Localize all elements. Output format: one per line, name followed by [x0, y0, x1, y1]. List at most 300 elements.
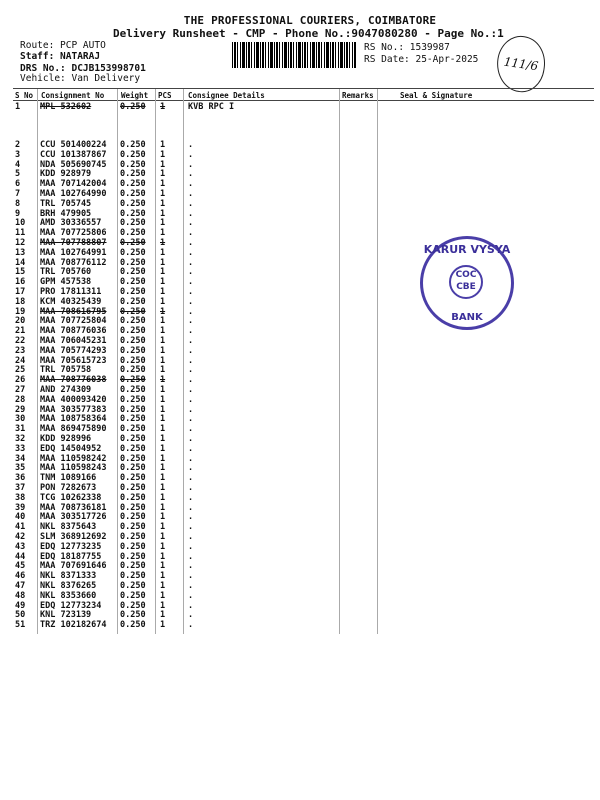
cell-sno: 4 [15, 159, 21, 170]
cell-det: . [188, 463, 194, 474]
cell-sno: 51 [15, 620, 26, 631]
table-row [0, 601, 600, 611]
cell-pcs: 1 [160, 169, 166, 180]
table-row [0, 454, 600, 464]
cell-wt: 0.250 [120, 385, 146, 395]
cell-sno: 42 [15, 532, 26, 542]
cell-pcs: 1 [160, 247, 166, 258]
stamp-bottom-text: BANK [451, 312, 483, 323]
cell-wt: 0.250 [120, 345, 146, 356]
table-row [0, 473, 600, 483]
cell-pcs: 1 [160, 483, 166, 493]
cell-wt: 0.250 [120, 581, 146, 591]
cell-sno: 43 [15, 541, 26, 552]
cell-det: . [188, 394, 194, 405]
table-row [0, 483, 600, 493]
cell-sno: 29 [15, 404, 26, 415]
cell-con: MAA 110598243 [40, 463, 107, 474]
cell-pcs: 1 [160, 404, 166, 415]
cell-sno: 49 [15, 600, 26, 611]
cell-sno: 19 [15, 306, 26, 317]
cell-con: MAA 102764990 [40, 189, 107, 199]
table-row [0, 610, 600, 620]
table-row [0, 395, 600, 405]
cell-pcs: 1 [160, 581, 166, 591]
cell-pcs: 1 [160, 355, 166, 366]
cell-sno: 20 [15, 316, 26, 327]
cell-con: MAA 708776038 [40, 375, 107, 386]
cell-sno: 30 [15, 414, 26, 425]
cell-con: KCM 40325439 [40, 296, 102, 307]
cell-pcs: 1 [160, 159, 166, 170]
cell-sno: 38 [15, 492, 26, 503]
table-row [0, 493, 600, 503]
cell-sno: 46 [15, 571, 26, 582]
col-header-sno: S No [15, 91, 34, 100]
table-row [0, 218, 600, 228]
cell-sno: 5 [15, 169, 21, 180]
cell-pcs: 1 [160, 375, 166, 386]
table-row [0, 228, 600, 238]
cell-con: MAA 102764991 [40, 247, 107, 258]
cell-det: . [188, 590, 194, 601]
table-row [0, 326, 600, 336]
cell-wt: 0.250 [120, 277, 146, 288]
company-title: THE PROFESSIONAL COURIERS, COIMBATORE [183, 14, 437, 27]
table-row [0, 385, 600, 395]
cell-det: . [188, 532, 194, 542]
cell-con: NKL 8376265 [40, 581, 97, 591]
bank-stamp [420, 236, 514, 330]
cell-pcs: 1 [160, 502, 166, 513]
cell-con: MAA 707691646 [40, 561, 107, 572]
runsheet-subtitle: Delivery Runsheet - CMP - Phone No.:9047080280 - Page No.:1 [113, 27, 504, 40]
cell-wt: 0.250 [120, 365, 146, 376]
cell-det: . [188, 561, 194, 572]
cell-con: KNL 723139 [40, 610, 92, 621]
table-row [0, 522, 600, 532]
cell-sno: 40 [15, 512, 26, 523]
header-bottom-border [13, 100, 594, 101]
cell-sno: 32 [15, 434, 26, 444]
table-row [0, 552, 600, 562]
cell-wt: 0.250 [120, 247, 146, 258]
cell-con: MAA 705774293 [40, 345, 107, 356]
cell-wt: 0.250 [120, 296, 146, 307]
cell-det: . [188, 179, 194, 190]
cell-wt: 0.250 [120, 306, 146, 317]
cell-det: . [188, 257, 194, 268]
cell-con: AND 274309 [40, 385, 92, 395]
cell-pcs: 1 [160, 394, 166, 405]
cell-sno: 8 [15, 198, 21, 209]
cell-wt: 0.250 [120, 571, 146, 582]
table-row [0, 581, 600, 591]
cell-det: . [188, 296, 194, 307]
cell-con: MAA 110598242 [40, 453, 107, 464]
cell-pcs: 1 [160, 532, 166, 542]
cell-pcs: 1 [160, 189, 166, 199]
col-header-weight: Weight [121, 91, 149, 100]
cell-wt: 0.250 [120, 228, 146, 239]
cell-sno: 2 [15, 140, 21, 150]
cell-con: EDQ 18187755 [40, 551, 102, 562]
cell-det: . [188, 345, 194, 356]
cell-con: GPM 457538 [40, 277, 92, 288]
cell-sno: 24 [15, 355, 26, 366]
cell-pcs: 1 [160, 326, 166, 337]
cell-det: . [188, 149, 194, 160]
cell-pcs: 1 [160, 257, 166, 268]
cell-wt: 0.250 [120, 169, 146, 180]
cell-pcs: 1 [160, 434, 166, 444]
cell-det: . [188, 522, 194, 533]
cell-wt: 0.250 [120, 473, 146, 484]
cell-pcs: 1 [160, 228, 166, 239]
cell-con: KDD 928979 [40, 169, 92, 180]
cell-det: . [188, 424, 194, 435]
cell-pcs: 1 [160, 541, 166, 552]
cell-wt: 0.250 [120, 414, 146, 425]
cell-wt: 0.250 [120, 610, 146, 621]
cell-con: PON 7282673 [40, 483, 97, 493]
cell-det: . [188, 326, 194, 337]
cell-pcs: 1 [160, 345, 166, 356]
cell-wt: 0.250 [120, 326, 146, 337]
cell-sno: 48 [15, 590, 26, 601]
cell-wt: 0.250 [120, 336, 146, 346]
cell-con: KDD 928996 [40, 434, 92, 444]
cell-sno: 18 [15, 296, 26, 307]
cell-wt: 0.250 [120, 620, 146, 631]
cell-wt: 0.250 [120, 189, 146, 199]
cell-wt: 0.250 [120, 316, 146, 327]
cell-wt: 0.250 [120, 463, 146, 474]
cell-con: BRH 479905 [40, 208, 92, 219]
cell-sno: 12 [15, 238, 26, 248]
table-top-border [13, 88, 594, 89]
cell-det: KVB RPC I [188, 102, 235, 112]
cell-con: TCG 10262338 [40, 492, 102, 503]
cell-con: PRO 17811311 [40, 287, 102, 297]
cell-con: TRL 705758 [40, 365, 92, 376]
cell-pcs: 1 [160, 473, 166, 484]
cell-det: . [188, 316, 194, 327]
table-row [0, 375, 600, 385]
table-row [0, 532, 600, 542]
cell-det: . [188, 571, 194, 582]
cell-con: NKL 8371333 [40, 571, 97, 582]
cell-sno: 28 [15, 394, 26, 405]
cell-wt: 0.250 [120, 443, 146, 454]
cell-sno: 45 [15, 561, 26, 572]
rs-number: RS No.: 1539987 [364, 42, 450, 53]
cell-wt: 0.250 [120, 532, 146, 542]
cell-sno: 26 [15, 375, 26, 386]
cell-wt: 0.250 [120, 149, 146, 160]
cell-det: . [188, 610, 194, 621]
drs-number: DRS No.: DCJB153998701 [20, 63, 146, 74]
table-row [0, 434, 600, 444]
staff-label: Staff: NATARAJ [20, 51, 101, 62]
cell-det: . [188, 365, 194, 376]
cell-wt: 0.250 [120, 159, 146, 170]
cell-wt: 0.250 [120, 218, 146, 229]
cell-con: MAA 706045231 [40, 336, 107, 346]
cell-det: . [188, 218, 194, 229]
table-row [0, 542, 600, 552]
col-header-seal: Seal & Signature [400, 91, 473, 100]
cell-det: . [188, 277, 194, 288]
cell-sno: 25 [15, 365, 26, 376]
cell-det: . [188, 502, 194, 513]
cell-pcs: 1 [160, 610, 166, 621]
col-header-consignee: Consignee Details [188, 91, 265, 100]
cell-wt: 0.250 [120, 140, 146, 150]
cell-det: . [188, 492, 194, 503]
table-row [0, 591, 600, 601]
cell-con: MAA 707142004 [40, 179, 107, 190]
cell-pcs: 1 [160, 414, 166, 425]
cell-det: . [188, 434, 194, 444]
table-row [0, 405, 600, 415]
cell-det: . [188, 189, 194, 199]
cell-det: . [188, 385, 194, 395]
cell-sno: 37 [15, 483, 26, 493]
cell-sno: 9 [15, 208, 21, 219]
table-row [0, 620, 600, 630]
cell-sno: 27 [15, 385, 26, 395]
cell-sno: 33 [15, 443, 26, 454]
cell-con: CCU 101387867 [40, 149, 107, 160]
cell-wt: 0.250 [120, 502, 146, 513]
table-row [0, 160, 600, 170]
cell-wt: 0.250 [120, 198, 146, 209]
cell-con: MAA 400093420 [40, 394, 107, 405]
cell-sno: 17 [15, 287, 26, 297]
table-row [0, 336, 600, 346]
stamp-top-text: KARUR VYSYA [423, 243, 511, 256]
cell-sno: 35 [15, 463, 26, 474]
cell-det: . [188, 581, 194, 591]
cell-con: MAA 705615723 [40, 355, 107, 366]
cell-wt: 0.250 [120, 561, 146, 572]
cell-det: . [188, 443, 194, 454]
cell-pcs: 1 [160, 179, 166, 190]
cell-det: . [188, 169, 194, 180]
col-header-consignment: Consignment No [41, 91, 105, 100]
cell-sno: 11 [15, 228, 26, 239]
table-row [0, 571, 600, 581]
cell-wt: 0.250 [120, 102, 146, 112]
table-row [0, 199, 600, 209]
cell-con: NDA 505690745 [40, 159, 107, 170]
cell-wt: 0.250 [120, 287, 146, 297]
cell-det: . [188, 159, 194, 170]
table-row [0, 189, 600, 199]
cell-det: . [188, 336, 194, 346]
cell-sno: 23 [15, 345, 26, 356]
cell-sno: 36 [15, 473, 26, 484]
cell-wt: 0.250 [120, 453, 146, 464]
cell-wt: 0.250 [120, 355, 146, 366]
stamp-line1: COC [455, 270, 477, 280]
cell-det: . [188, 483, 194, 493]
table-row [0, 140, 600, 150]
cell-wt: 0.250 [120, 551, 146, 562]
table-row [0, 561, 600, 571]
handwritten-mark: 111/6 [493, 33, 548, 95]
cell-wt: 0.250 [120, 257, 146, 268]
cell-sno: 47 [15, 581, 26, 591]
cell-det: . [188, 620, 194, 631]
table-row [0, 424, 600, 434]
cell-sno: 14 [15, 257, 26, 268]
cell-pcs: 1 [160, 492, 166, 503]
cell-det: . [188, 512, 194, 523]
cell-con: NKL 8375643 [40, 522, 97, 533]
cell-con: TRL 705760 [40, 267, 92, 278]
cell-con: TNM 1089166 [40, 473, 97, 484]
cell-det: . [188, 208, 194, 219]
cell-con: EDQ 12773235 [40, 541, 102, 552]
cell-wt: 0.250 [120, 267, 146, 278]
table-row [0, 346, 600, 356]
cell-sno: 16 [15, 277, 26, 288]
cell-pcs: 1 [160, 522, 166, 533]
cell-pcs: 1 [160, 561, 166, 572]
cell-con: TRL 705745 [40, 198, 92, 209]
table-row [0, 209, 600, 219]
cell-sno: 13 [15, 247, 26, 258]
cell-con: TRZ 102182674 [40, 620, 107, 631]
cell-con: MAA 708776112 [40, 257, 107, 268]
cell-sno: 6 [15, 179, 21, 190]
cell-det: . [188, 287, 194, 297]
table-row [0, 444, 600, 454]
cell-pcs: 1 [160, 102, 166, 112]
cell-pcs: 1 [160, 365, 166, 376]
cell-wt: 0.250 [120, 600, 146, 611]
cell-con: MAA 707725804 [40, 316, 107, 327]
cell-det: . [188, 238, 194, 248]
cell-det: . [188, 404, 194, 415]
cell-pcs: 1 [160, 551, 166, 562]
cell-wt: 0.250 [120, 375, 146, 386]
cell-pcs: 1 [160, 218, 166, 229]
table-row [0, 102, 600, 112]
cell-pcs: 1 [160, 443, 166, 454]
cell-con: MAA 869475890 [40, 424, 107, 435]
cell-pcs: 1 [160, 238, 166, 248]
col-header-pcs: PCS [158, 91, 172, 100]
cell-sno: 50 [15, 610, 26, 621]
cell-wt: 0.250 [120, 238, 146, 248]
cell-sno: 39 [15, 502, 26, 513]
cell-con: MAA 707725806 [40, 228, 107, 239]
cell-det: . [188, 473, 194, 484]
cell-con: MPL 532602 [40, 102, 92, 112]
table-row [0, 150, 600, 160]
cell-pcs: 1 [160, 336, 166, 346]
cell-pcs: 1 [160, 277, 166, 288]
cell-con: MAA 708736181 [40, 502, 107, 513]
cell-con: EDQ 12773234 [40, 600, 102, 611]
cell-wt: 0.250 [120, 208, 146, 219]
cell-det: . [188, 600, 194, 611]
cell-sno: 41 [15, 522, 26, 533]
cell-pcs: 1 [160, 316, 166, 327]
cell-pcs: 1 [160, 208, 166, 219]
cell-con: MAA 108758364 [40, 414, 107, 425]
cell-pcs: 1 [160, 453, 166, 464]
cell-sno: 1 [15, 102, 21, 112]
cell-wt: 0.250 [120, 590, 146, 601]
cell-sno: 7 [15, 189, 21, 199]
cell-pcs: 1 [160, 463, 166, 474]
cell-con: EDQ 14504952 [40, 443, 102, 454]
cell-sno: 22 [15, 336, 26, 346]
cell-wt: 0.250 [120, 404, 146, 415]
cell-wt: 0.250 [120, 424, 146, 435]
cell-wt: 0.250 [120, 483, 146, 493]
cell-det: . [188, 247, 194, 258]
cell-con: MAA 303517726 [40, 512, 107, 523]
cell-det: . [188, 375, 194, 386]
cell-det: . [188, 306, 194, 317]
cell-det: . [188, 355, 194, 366]
vehicle-label: Vehicle: Van Delivery [20, 73, 141, 84]
cell-con: MAA 303577383 [40, 404, 107, 415]
cell-det: . [188, 551, 194, 562]
cell-det: . [188, 198, 194, 209]
table-row [0, 169, 600, 179]
table-row [0, 512, 600, 522]
cell-sno: 10 [15, 218, 26, 229]
cell-pcs: 1 [160, 512, 166, 523]
cell-con: MAA 707788807 [40, 238, 107, 248]
cell-sno: 44 [15, 551, 26, 562]
cell-con: CCU 501400224 [40, 140, 107, 150]
cell-sno: 3 [15, 149, 21, 160]
cell-sno: 21 [15, 326, 26, 337]
cell-det: . [188, 267, 194, 278]
cell-pcs: 1 [160, 198, 166, 209]
table-row [0, 356, 600, 366]
cell-pcs: 1 [160, 287, 166, 297]
cell-con: MAA 708616795 [40, 306, 107, 317]
cell-pcs: 1 [160, 385, 166, 395]
route-label: Route: PCP AUTO [20, 40, 106, 51]
cell-wt: 0.250 [120, 394, 146, 405]
cell-sno: 34 [15, 453, 26, 464]
cell-det: . [188, 228, 194, 239]
table-row [0, 365, 600, 375]
cell-wt: 0.250 [120, 492, 146, 503]
cell-pcs: 1 [160, 571, 166, 582]
rs-date: RS Date: 25-Apr-2025 [364, 54, 479, 65]
cell-det: . [188, 140, 194, 150]
table-row [0, 179, 600, 189]
cell-wt: 0.250 [120, 522, 146, 533]
cell-pcs: 1 [160, 424, 166, 435]
cell-con: NKL 8353660 [40, 590, 97, 601]
cell-pcs: 1 [160, 590, 166, 601]
cell-pcs: 1 [160, 149, 166, 160]
table-row [0, 414, 600, 424]
cell-det: . [188, 414, 194, 425]
cell-wt: 0.250 [120, 179, 146, 190]
